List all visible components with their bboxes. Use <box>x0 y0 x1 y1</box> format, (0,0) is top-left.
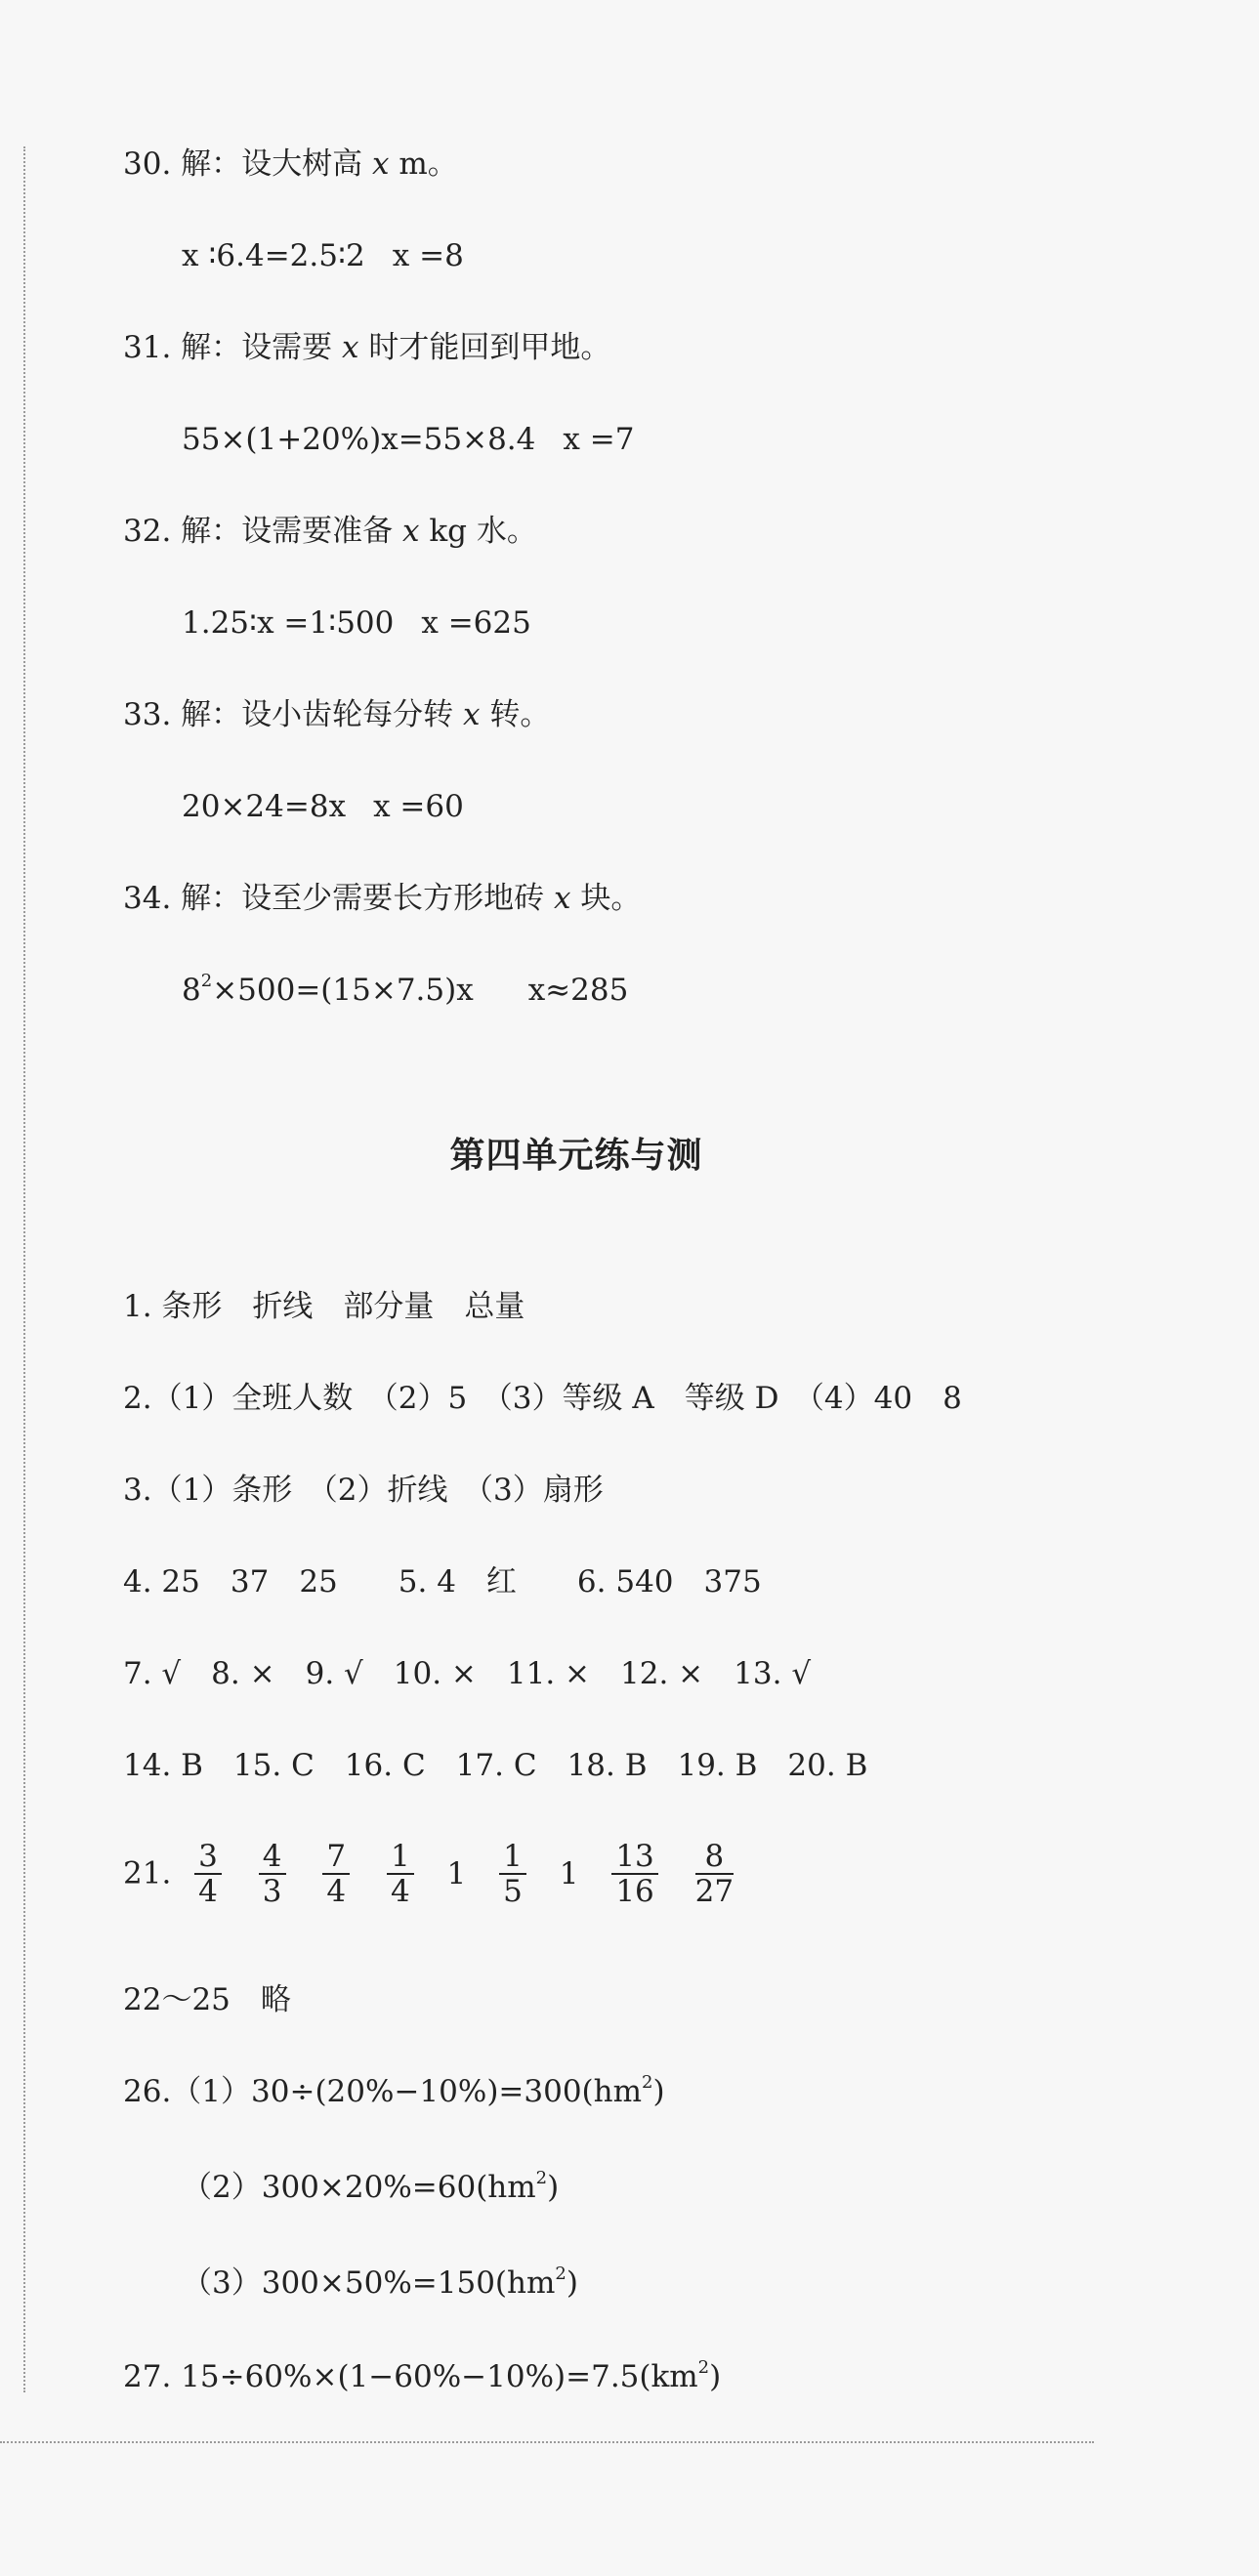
bottom-dotted-line <box>0 2441 1094 2443</box>
fraction-4-3: $\frac{4}{3}$ <box>259 1840 286 1908</box>
fraction-13-16: $\frac{13}{16}$ <box>611 1840 657 1908</box>
answer-26-3: $(3)300\times 50\%=150(hm^2)$ <box>182 2264 578 2301</box>
answer-1: 1. 条形 折线 部分量 总量 <box>123 1289 525 1324</box>
q30-equation: x ∶6.4=2.5∶2 x =8 <box>182 238 464 273</box>
q31-setup: 31. 解：设需要 x 时才能回到甲地。 <box>123 330 611 365</box>
q32-setup: 32. 解：设需要准备 x kg 水。 <box>123 514 537 549</box>
q30-setup: 30. 解：设大树高 x m。 <box>123 146 458 182</box>
answer-4-6: 4. 25 37 25 5. 4 红 6. 540 375 <box>123 1564 762 1600</box>
q32-equation: 1.25∶x =1∶500 x =625 <box>182 605 531 641</box>
section-title: 第四单元练与测 <box>449 1136 703 1176</box>
q33-equation: 20×24=8x x =60 <box>182 789 464 824</box>
answer-14-20: 14. B 15. C 16. C 17. C 18. B 19. B 20. B <box>123 1748 868 1783</box>
answer-3: 3.（1）条形 （2）折线 （3）扇形 <box>123 1473 604 1508</box>
answer-7-13: 7. √ 8. × 9. √ 10. × 11. × 12. × 13. √ <box>123 1656 812 1691</box>
fraction-1-4: $\frac{1}{4}$ <box>387 1840 414 1908</box>
q33-setup: 33. 解：设小齿轮每分转 x 转。 <box>123 697 551 732</box>
answer-26-1: $26.(1)30\div(20\%-10\%)=300(hm^2)$ <box>123 2072 665 2109</box>
answer-22-25: 22～25 略 <box>123 1982 291 2017</box>
q34-setup: 34. 解：设至少需要长方形地砖 x 块。 <box>123 881 642 916</box>
q31-equation: 55×(1+20%)x=55×8.4 x =7 <box>182 422 635 457</box>
answer-2: 2.（1）全班人数 （2）5 （3）等级 A 等级 D （4）40 8 <box>123 1381 962 1416</box>
fraction-7-4: $\frac{7}{4}$ <box>322 1840 350 1908</box>
fraction-3-4: $\frac{3}{4}$ <box>194 1840 222 1908</box>
fraction-8-27: $\frac{8}{27}$ <box>694 1838 734 1909</box>
answer-26-2: $(2)300\times 20\%=60(hm^2)$ <box>182 2168 560 2205</box>
fraction-1-5: $\frac{1}{5}$ <box>499 1840 526 1908</box>
left-dotted-margin <box>23 146 25 2392</box>
answer-21: 21. $\frac{3}{4}$ $\frac{4}{3}$ $\frac{7}{4}$ $\frac{1}{4}$ 1 $\frac{1}{5}$ 1 $\frac{13}{16}$ $\frac{8}{27}$ <box>123 1838 734 1909</box>
q34-equation: $8^2\times 500=(15\times 7.5)x$ x≈285 <box>182 971 629 1008</box>
answer-27: 27. $15\div 60\%\times(1-60\%-10\%)=7.5(km^2)$ <box>123 2357 722 2394</box>
